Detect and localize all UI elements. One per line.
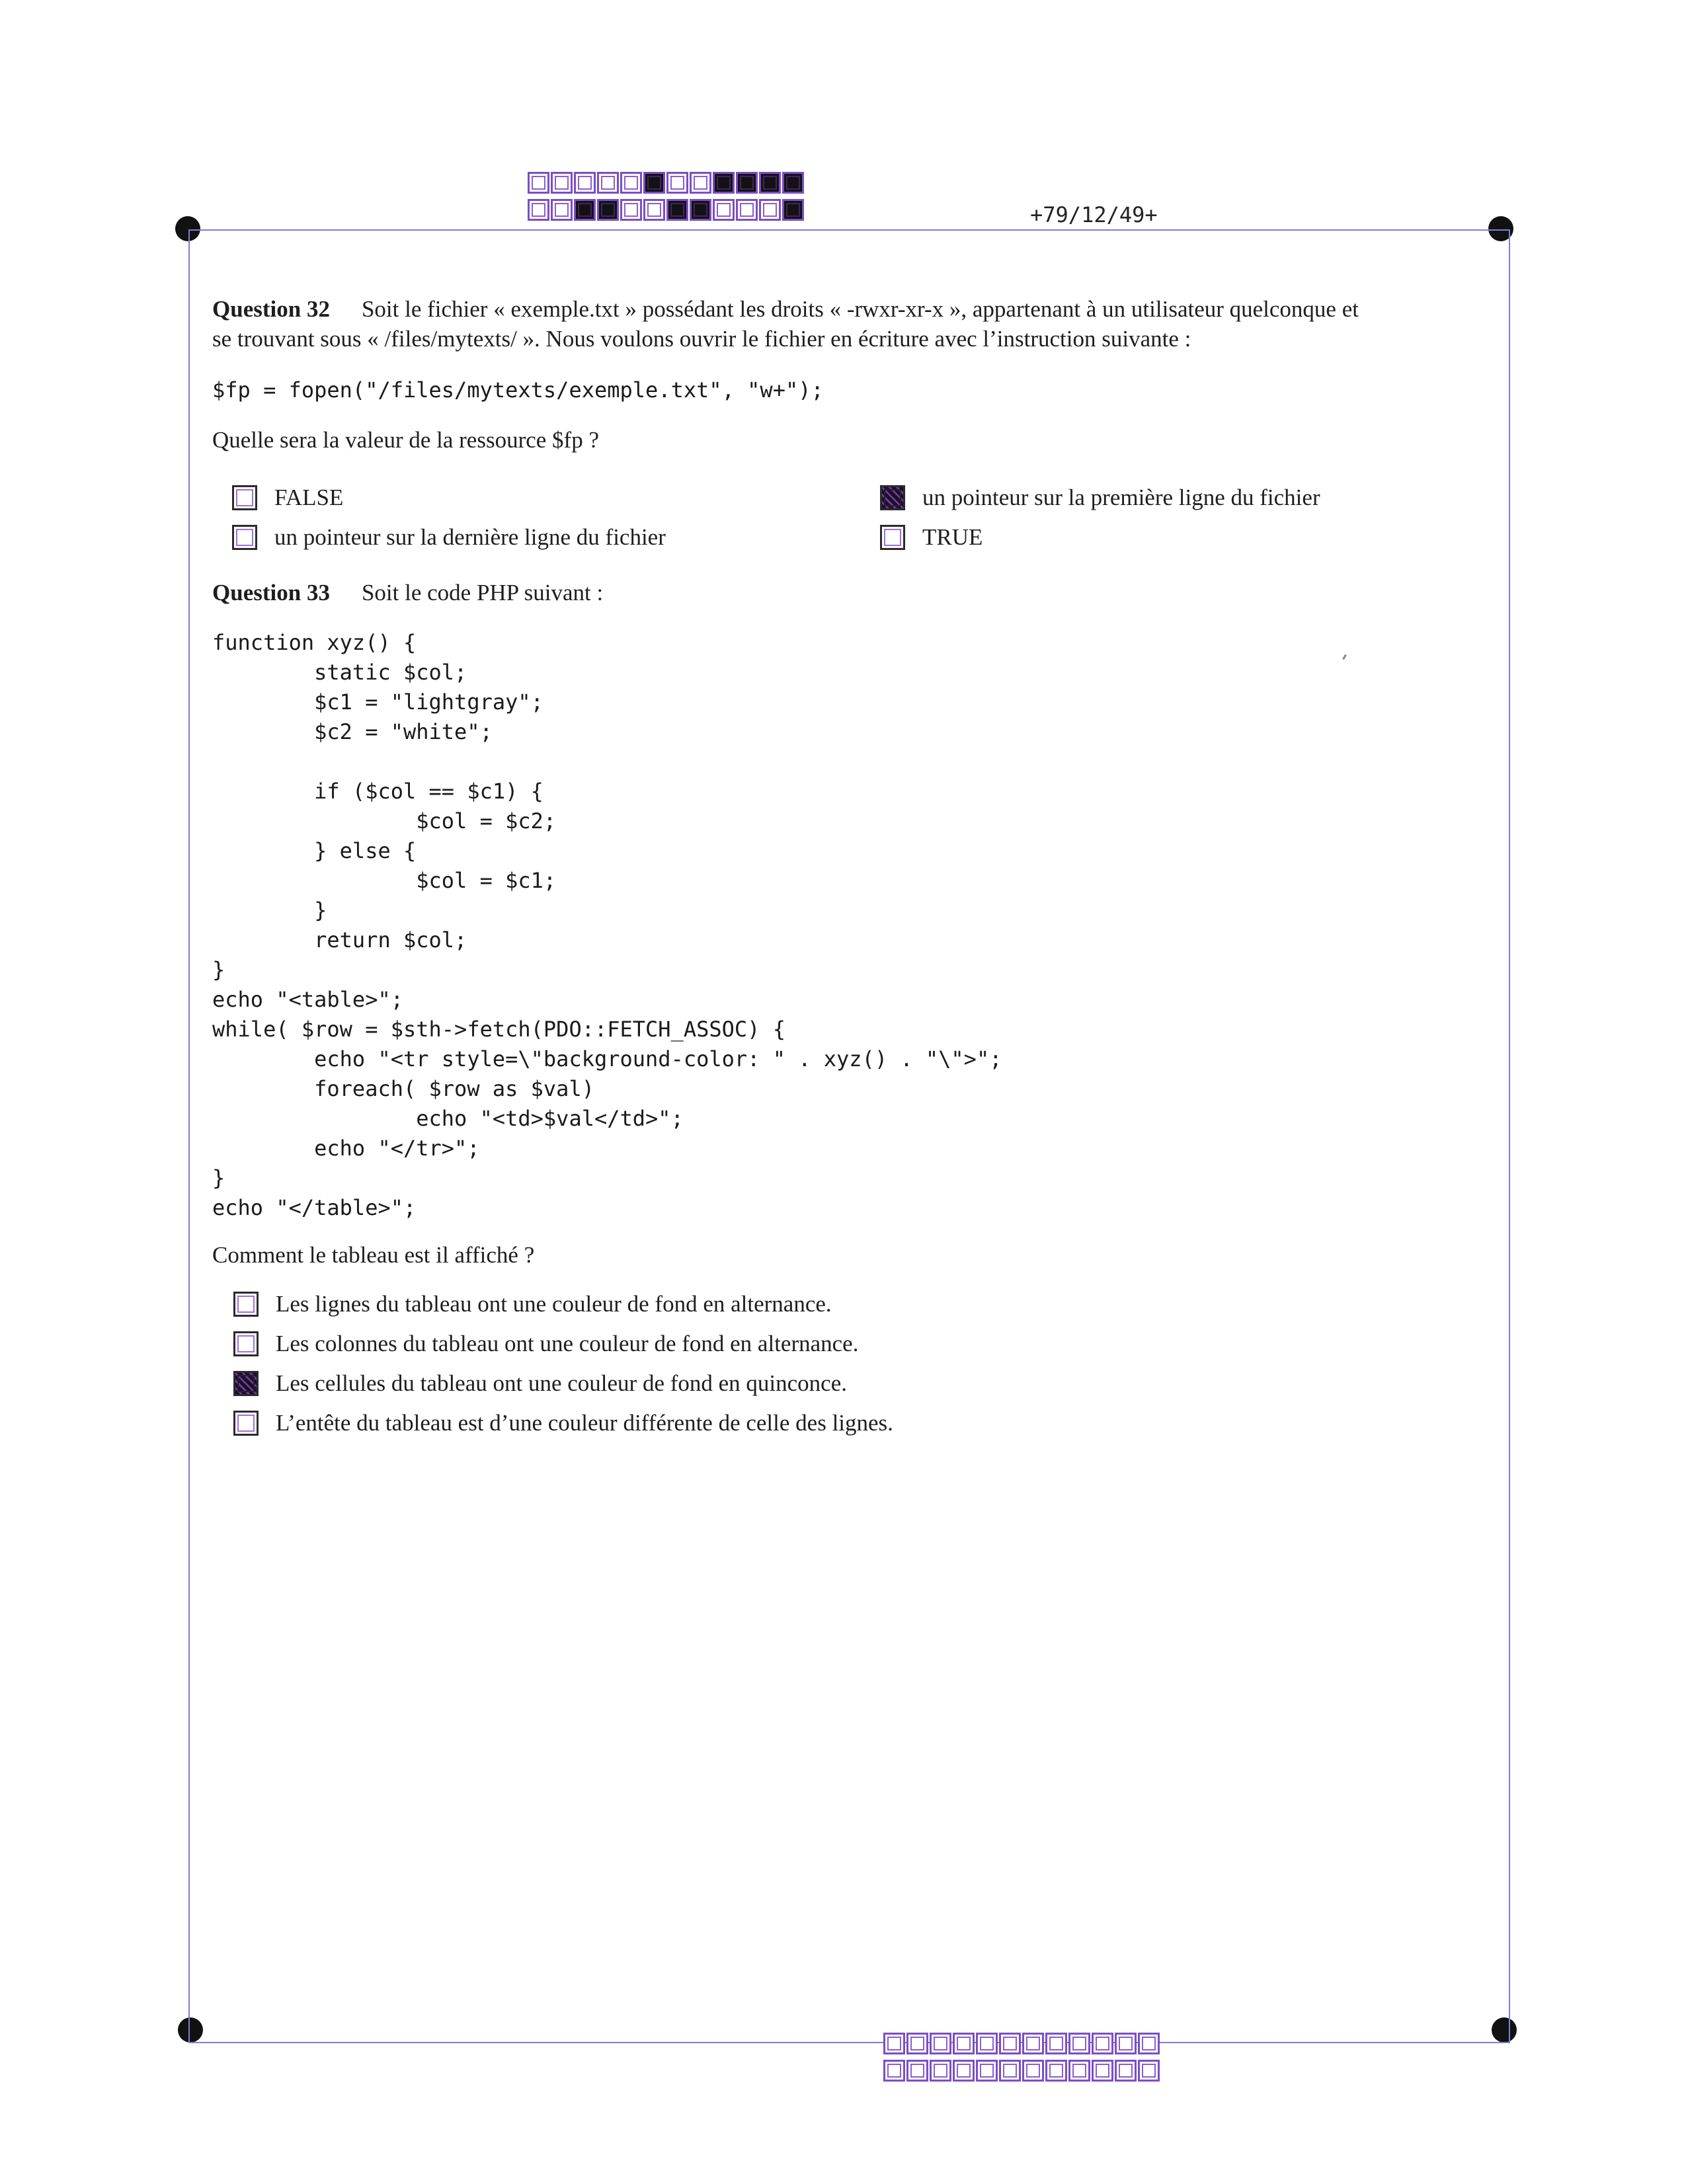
page-id-label: +79/12/49+ bbox=[1030, 202, 1158, 227]
code-cell bbox=[782, 172, 804, 194]
code-cell bbox=[551, 172, 573, 194]
q32-choice-last-line[interactable] bbox=[232, 524, 666, 551]
code-cell bbox=[953, 2033, 975, 2054]
checkbox[interactable] bbox=[880, 525, 905, 550]
question-33-code: function xyz() { static $col; $c1 = "lightgray"; $c2 = "white"; if ($col == $c1) { $col = $c2; } else { $col = $c1; } return $col; } echo "<table>"; while( $row = $sth->fetch(PDO::FETCH_ASSOC) { echo "<tr style=\"background-color: " . xyz() . "\">"; foreach( $row as $val) echo "<td>$val</td>"; echo "</tr>"; } echo "</table>"; bbox=[212, 630, 1002, 1220]
code-cell bbox=[1022, 2060, 1044, 2082]
code-cell bbox=[1115, 2033, 1137, 2054]
code-cell bbox=[620, 172, 642, 194]
code-cell bbox=[574, 172, 596, 194]
code-cell bbox=[999, 2033, 1021, 2054]
choice-label: un pointeur sur la dernière ligne du fichier bbox=[274, 524, 666, 550]
code-cell bbox=[1092, 2060, 1113, 2082]
question-33-text bbox=[212, 578, 1495, 607]
checkbox[interactable] bbox=[232, 485, 257, 510]
checkbox[interactable] bbox=[233, 1411, 259, 1436]
bottom-code-row-2 bbox=[883, 2060, 1161, 2082]
q33-choice-columns[interactable] bbox=[233, 1331, 858, 1357]
code-cell bbox=[690, 172, 711, 194]
code-cell bbox=[643, 199, 665, 221]
code-cell bbox=[782, 199, 804, 221]
question-32-prompt: Quelle sera la valeur de la ressource $fp ? bbox=[212, 427, 599, 453]
choice-label: TRUE bbox=[922, 524, 983, 550]
code-cell bbox=[666, 199, 688, 221]
code-cell bbox=[1138, 2060, 1160, 2082]
code-cell bbox=[930, 2060, 951, 2082]
checkbox[interactable] bbox=[233, 1331, 259, 1356]
code-cell bbox=[883, 2033, 905, 2054]
code-cell bbox=[976, 2033, 998, 2054]
question-33-number: Question 33 bbox=[212, 580, 330, 605]
q33-choice-header[interactable] bbox=[233, 1410, 893, 1436]
q32-choice-first-line[interactable] bbox=[880, 485, 1320, 511]
choice-label: un pointeur sur la première ligne du fichier bbox=[922, 485, 1320, 510]
code-cell bbox=[953, 2060, 975, 2082]
top-code-block bbox=[528, 172, 805, 221]
code-cell bbox=[1045, 2033, 1067, 2054]
choice-label: Les cellules du tableau ont une couleur de fond en quinconce. bbox=[276, 1370, 847, 1396]
code-cell bbox=[643, 172, 665, 194]
choice-label: L’entête du tableau est d’une couleur différente de celle des lignes. bbox=[276, 1410, 893, 1436]
q33-choice-rows[interactable] bbox=[233, 1291, 832, 1317]
code-cell bbox=[930, 2033, 951, 2054]
code-cell bbox=[1115, 2060, 1137, 2082]
code-cell bbox=[528, 199, 549, 221]
code-cell bbox=[528, 172, 549, 194]
code-cell bbox=[574, 199, 596, 221]
q33-choice-cells[interactable] bbox=[233, 1370, 847, 1397]
bottom-code-row-1 bbox=[883, 2033, 1161, 2054]
code-cell bbox=[999, 2060, 1021, 2082]
code-cell bbox=[906, 2033, 928, 2054]
code-cell bbox=[759, 199, 781, 221]
code-cell bbox=[759, 172, 781, 194]
code-cell bbox=[1045, 2060, 1067, 2082]
code-cell bbox=[1022, 2033, 1044, 2054]
q32-choice-true[interactable] bbox=[880, 524, 983, 551]
code-cell bbox=[883, 2060, 905, 2082]
checkbox[interactable] bbox=[233, 1371, 259, 1396]
checkbox[interactable] bbox=[233, 1292, 259, 1317]
choice-label: Les colonnes du tableau ont une couleur de fond en alternance. bbox=[276, 1331, 859, 1356]
code-cell bbox=[620, 199, 642, 221]
question-32-line1: Soit le fichier « exemple.txt » possédant les droits « -rwxr-xr-x », appartenant à un utilisateur quelconque et bbox=[361, 296, 1359, 322]
question-32-number: Question 32 bbox=[212, 296, 330, 322]
code-cell bbox=[597, 172, 619, 194]
code-cell bbox=[551, 199, 573, 221]
question-33-intro: Soit le code PHP suivant : bbox=[361, 580, 604, 605]
code-cell bbox=[1068, 2060, 1090, 2082]
choice-label: FALSE bbox=[274, 485, 344, 510]
q32-choice-false[interactable] bbox=[232, 485, 343, 511]
code-cell bbox=[713, 199, 735, 221]
code-cell bbox=[736, 199, 758, 221]
question-33-prompt: Comment le tableau est il affiché ? bbox=[212, 1242, 535, 1268]
code-cell bbox=[736, 172, 758, 194]
code-cell bbox=[1138, 2033, 1160, 2054]
code-cell bbox=[1092, 2033, 1113, 2054]
top-code-row-1 bbox=[528, 172, 805, 194]
question-32-code: $fp = fopen("/files/mytexts/exemple.txt", "w+"); bbox=[212, 377, 824, 403]
code-cell bbox=[906, 2060, 928, 2082]
question-32-line2: se trouvant sous « /files/mytexts/ ». Nous voulons ouvrir le fichier en écriture avec l’instruction suivante : bbox=[212, 326, 1191, 352]
code-cell bbox=[1068, 2033, 1090, 2054]
choice-label: Les lignes du tableau ont une couleur de fond en alternance. bbox=[276, 1291, 832, 1317]
checkbox[interactable] bbox=[880, 485, 905, 510]
code-cell bbox=[690, 199, 711, 221]
top-code-row-2 bbox=[528, 199, 805, 221]
code-cell bbox=[666, 172, 688, 194]
bottom-code-block bbox=[883, 2033, 1161, 2082]
question-32-text bbox=[212, 294, 1495, 354]
code-cell bbox=[597, 199, 619, 221]
code-cell bbox=[713, 172, 735, 194]
code-cell bbox=[976, 2060, 998, 2082]
checkbox[interactable] bbox=[232, 525, 257, 550]
